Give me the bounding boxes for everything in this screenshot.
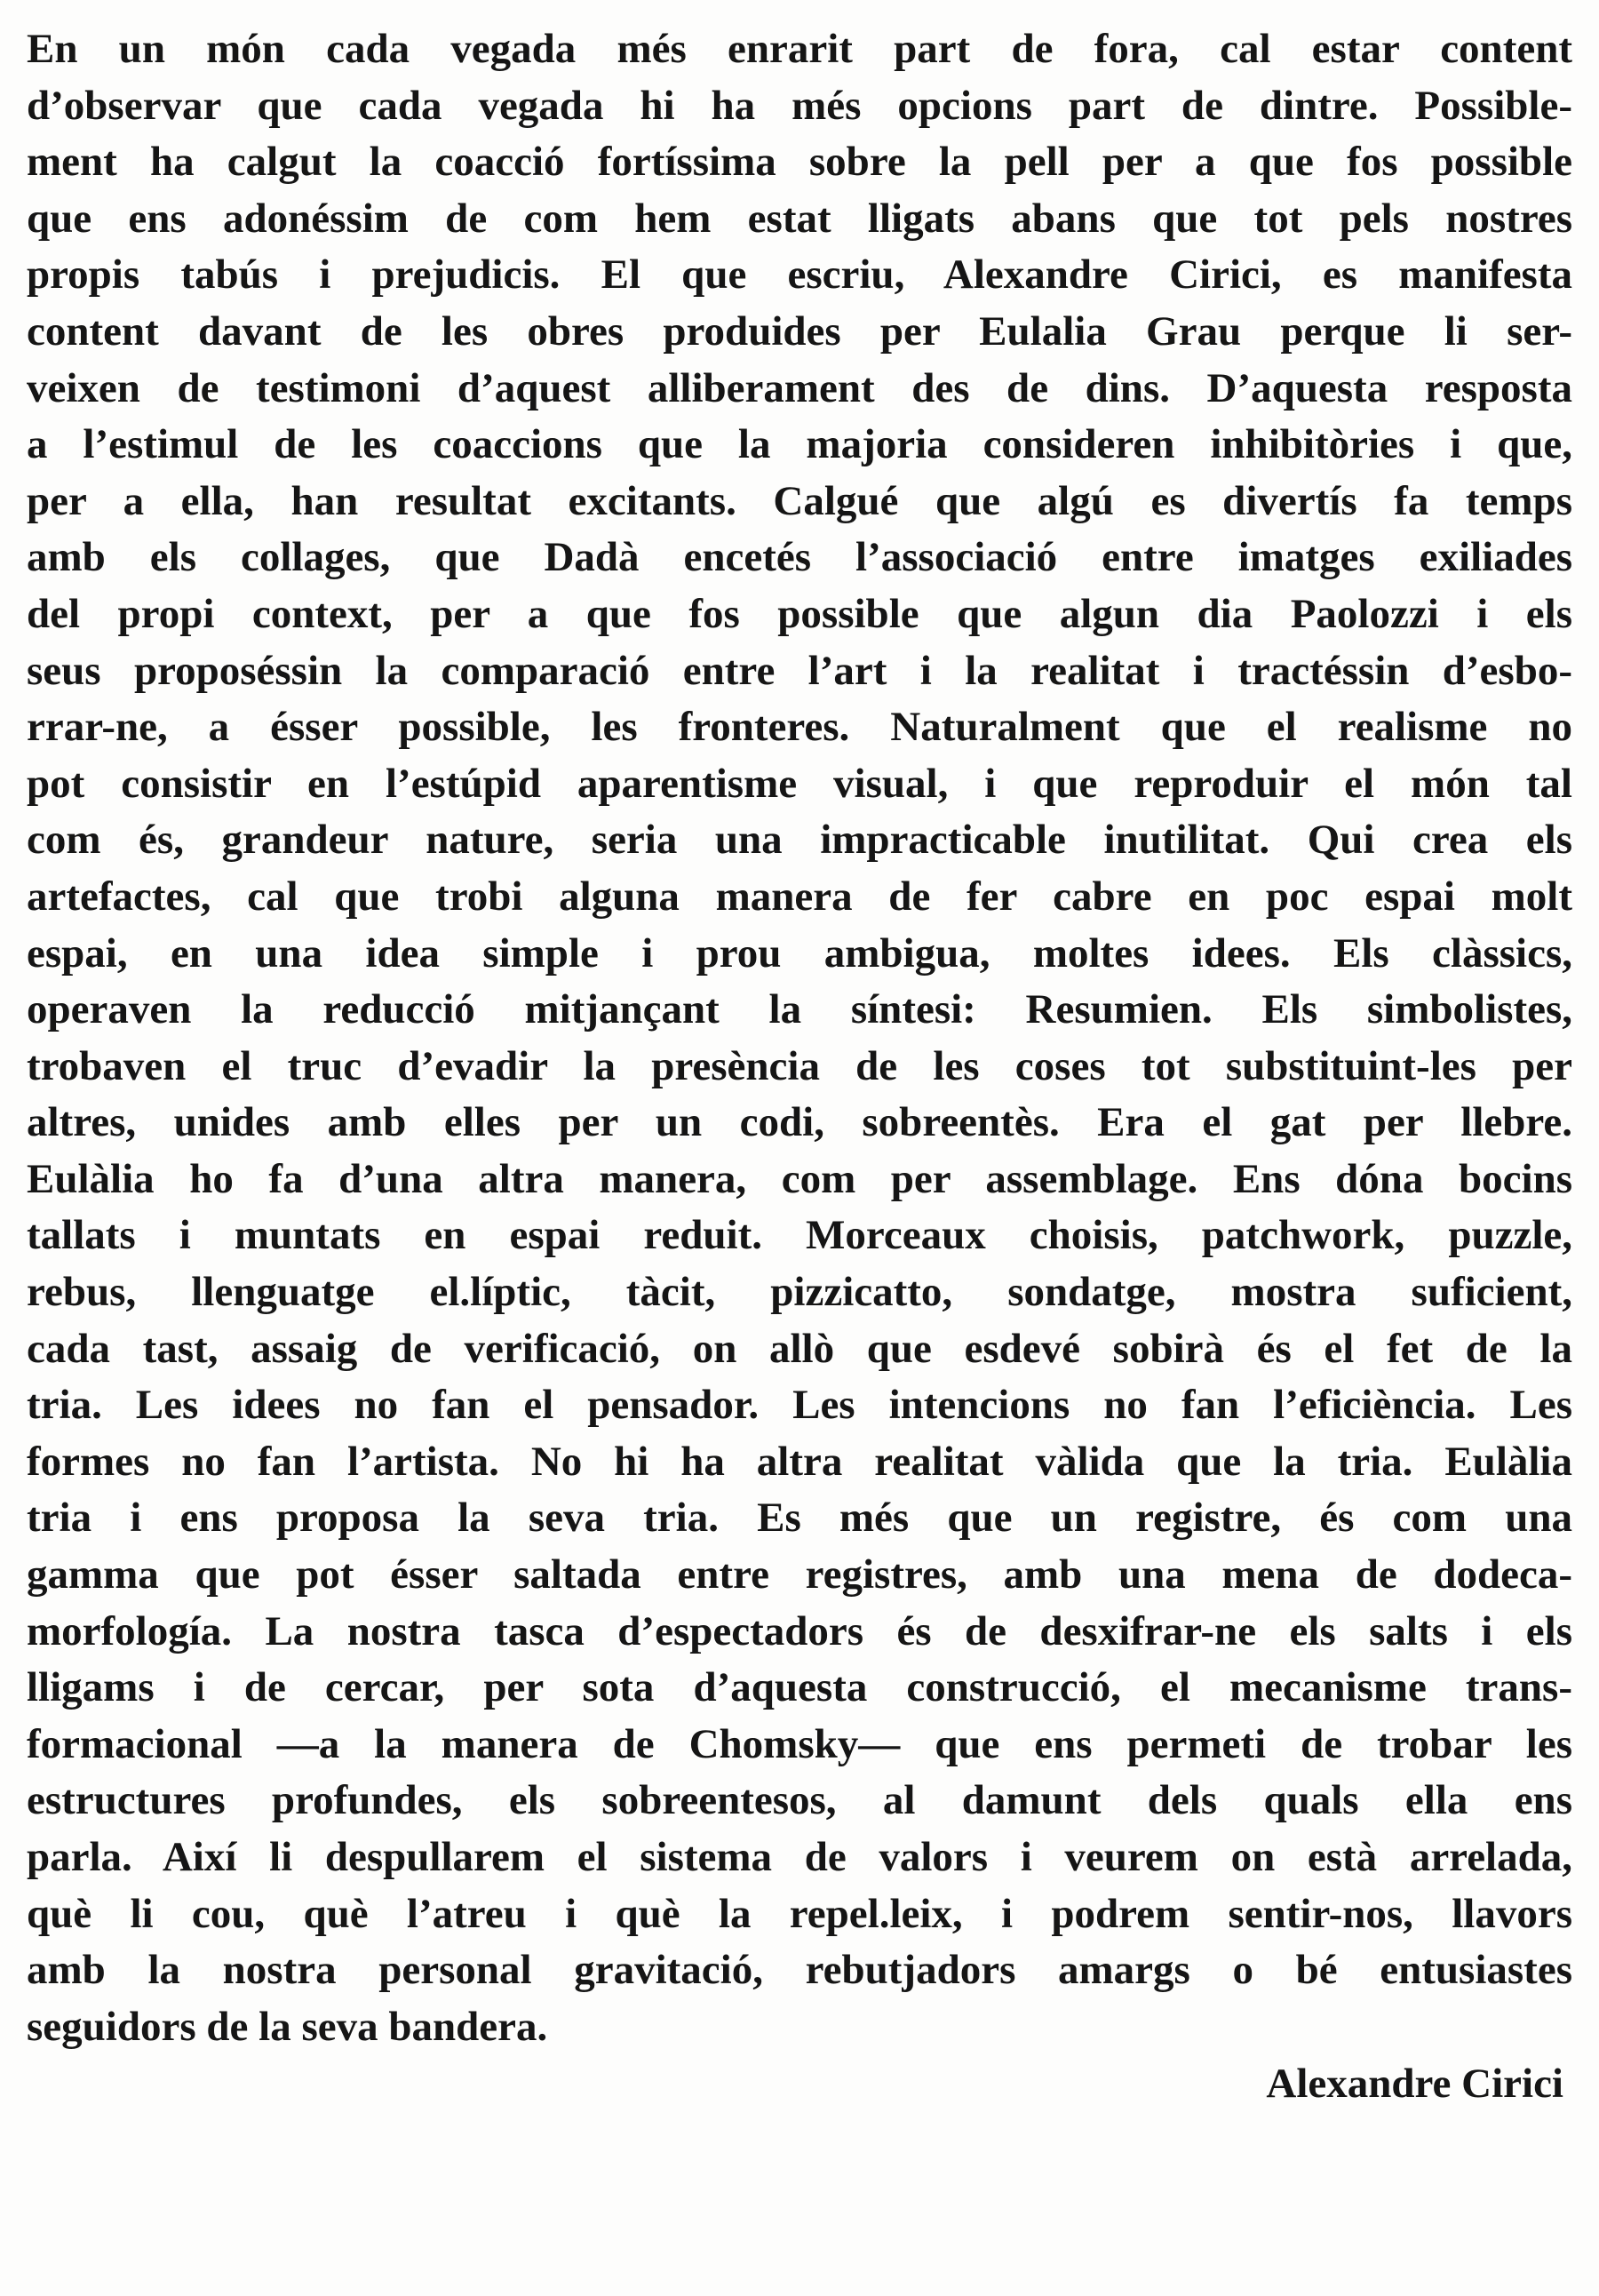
- text-line: pot consistir en l’estúpid aparentisme visual, i que reproduir el món tal: [27, 760, 1572, 807]
- text-line: tallats i muntats en espai reduit. Morceaux choisis, patchwork, puzzle,: [27, 1212, 1572, 1259]
- text-line: estructures profundes, els sobreentesos, al damunt dels quals ella ens: [27, 1777, 1572, 1824]
- text-line: En un món cada vegada més enrarit part de fora, cal estar content: [27, 26, 1572, 72]
- text-line: propis tabús i prejudicis. El que escriu, Alexandre Cirici, es manifesta: [27, 251, 1572, 299]
- text-line: parla. Així li despullarem el sistema de valors i veurem on està arrelada,: [27, 1834, 1572, 1880]
- text-line: veixen de testimoni d’aquest alliberament des de dins. D’aquesta resposta: [27, 364, 1572, 411]
- text-line: morfología. La nostra tasca d’espectadors és de desxifrar-ne els salts i els: [27, 1607, 1572, 1654]
- text-line: rebus, llenguatge el.líptic, tàcit, pizzicatto, sondatge, mostra suficient,: [27, 1269, 1572, 1316]
- text-line: del propi context, per a que fos possible que algun dia Paolozzi i els: [27, 590, 1572, 637]
- text-line: content davant de les obres produides per Eulalia Grau perque li ser-: [27, 307, 1572, 355]
- text-line: trobaven el truc d’evadir la presència de les coses tot substituint-les per: [27, 1042, 1572, 1089]
- body-text: [27, 21, 1572, 2055]
- text-line: amb la nostra personal gravitació, rebutjadors amargs o bé entusiastes: [27, 1947, 1572, 1994]
- text-line: rrar-ne, a ésser possible, les fronteres. Naturalment que el realisme no: [27, 704, 1572, 751]
- text-line: formacional —a la manera de Chomsky— que ens permeti de trobar les: [27, 1720, 1572, 1767]
- text-line: espai, en una idea simple i prou ambigua, moltes idees. Els clàssics,: [27, 929, 1572, 977]
- text-line: com és, grandeur nature, seria una impracticable inutilitat. Qui crea els: [27, 817, 1572, 864]
- author-signature: Alexandre Cirici: [1266, 2061, 1563, 2107]
- text-line: per a ella, han resultat excitants. Calgué que algú es divertís fa temps: [27, 477, 1572, 524]
- text-line: lligams i de cercar, per sota d’aquesta construcció, el mecanisme trans-: [27, 1664, 1572, 1711]
- text-line: seus proposéssin la comparació entre l’art i la realitat i tractéssin d’esbo-: [27, 647, 1572, 694]
- text-line: altres, unides amb elles per un codi, sobreentès. Era el gat per llebre.: [27, 1099, 1572, 1146]
- text-line: ment ha calgut la coacció fortíssima sobre la pell per a que fos possible: [27, 139, 1572, 186]
- text-line: què li cou, què l’atreu i què la repel.leix, i podrem sentir-nos, llavors: [27, 1890, 1572, 1937]
- text-line: tria i ens proposa la seva tria. Es més que un registre, és com una: [27, 1495, 1572, 1542]
- text-line: a l’estimul de les coaccions que la majoria consideren inhibitòries i que,: [27, 421, 1572, 468]
- text-line: Eulàlia ho fa d’una altra manera, com per assemblage. Ens dóna bocins: [27, 1155, 1572, 1202]
- text-line: tria. Les idees no fan el pensador. Les intencions no fan l’eficiència. Les: [27, 1382, 1572, 1429]
- text-line: artefactes, cal que trobi alguna manera de fer cabre en poc espai molt: [27, 873, 1572, 920]
- text-line: cada tast, assaig de verificació, on allò que esdevé sobirà és el fet de la: [27, 1325, 1572, 1372]
- text-line: seguidors de la seva bandera.: [27, 2003, 548, 2050]
- text-line: amb els collages, que Dadà encetés l’associació entre imatges exiliades: [27, 534, 1572, 581]
- text-line: operaven la reducció mitjançant la síntesi: Resumien. Els simbolistes,: [27, 986, 1572, 1033]
- text-line: que ens adonéssim de com hem estat lligats abans que tot pels nostres: [27, 195, 1572, 242]
- text-line: formes no fan l’artista. No hi ha altra realitat vàlida que la tria. Eulàlia: [27, 1438, 1572, 1485]
- text-line: gamma que pot ésser saltada entre registres, amb una mena de dodeca-: [27, 1551, 1572, 1598]
- text-line: d’observar que cada vegada hi ha més opcions part de dintre. Possible-: [27, 82, 1572, 129]
